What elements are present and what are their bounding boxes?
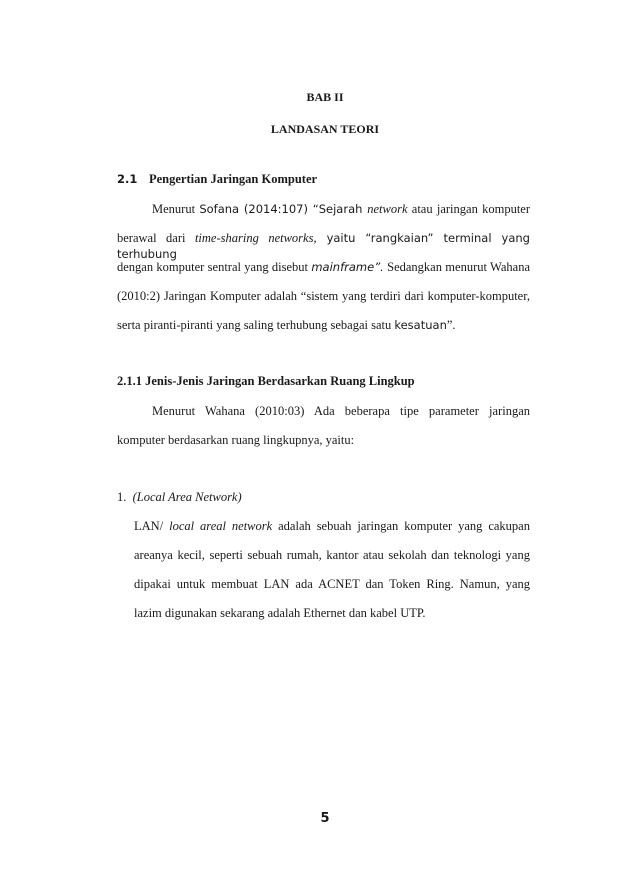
list-item-line: lazim digunakan sekarang adalah Ethernet dan kabel UTP. bbox=[134, 606, 426, 620]
list-item-line: dipakai untuk membuat LAN ada ACNET dan Token Ring. Namun, yang bbox=[134, 577, 530, 591]
list-item-line: areanya kecil, seperti sebuah rumah, kantor atau sekolah dan teknologi yang bbox=[134, 548, 530, 562]
paragraph-line: komputer berdasarkan ruang lingkupnya, yaitu: bbox=[117, 433, 355, 447]
paragraph-line: dengan komputer sentral yang disebut mainframe”. Sedangkan menurut Wahana bbox=[117, 260, 531, 274]
paragraph-line: (2010:2) Jaringan Komputer adalah “sistem yang terdiri dari komputer-komputer, bbox=[117, 289, 530, 303]
list-item-title: 1. (Local Area Network) bbox=[117, 490, 242, 504]
list-item-line: LAN/ local areal network adalah sebuah jaringan komputer yang cakupan bbox=[134, 519, 530, 533]
page-number: 5 bbox=[320, 811, 330, 826]
subsection-number: 2.1.1 bbox=[117, 374, 142, 388]
chapter-label: BAB II bbox=[306, 90, 344, 104]
paragraph-line: Menurut Wahana (2010:03) Ada beberapa tipe parameter jaringan bbox=[152, 404, 530, 418]
section-heading bbox=[117, 172, 317, 187]
section-title: Pengertian Jaringan Komputer bbox=[149, 172, 318, 186]
chapter-title: LANDASAN TEORI bbox=[270, 122, 380, 136]
paragraph-line: Menurut Sofana (2014:107) “Sejarah network atau jaringan komputer bbox=[152, 202, 530, 216]
subsection-title: Jenis-Jenis Jaringan Berdasarkan Ruang Lingkup bbox=[145, 374, 415, 388]
paragraph-line: serta piranti-piranti yang saling terhubung sebagai satu kesatuan”. bbox=[117, 318, 456, 332]
subsection-heading bbox=[117, 374, 415, 389]
paragraph-line: berawal dari time-sharing networks, yaitu “rangkaian” terminal yang terhubung bbox=[117, 231, 530, 261]
section-number: 2.1 bbox=[117, 172, 138, 186]
list-marker: 1. bbox=[117, 490, 127, 504]
